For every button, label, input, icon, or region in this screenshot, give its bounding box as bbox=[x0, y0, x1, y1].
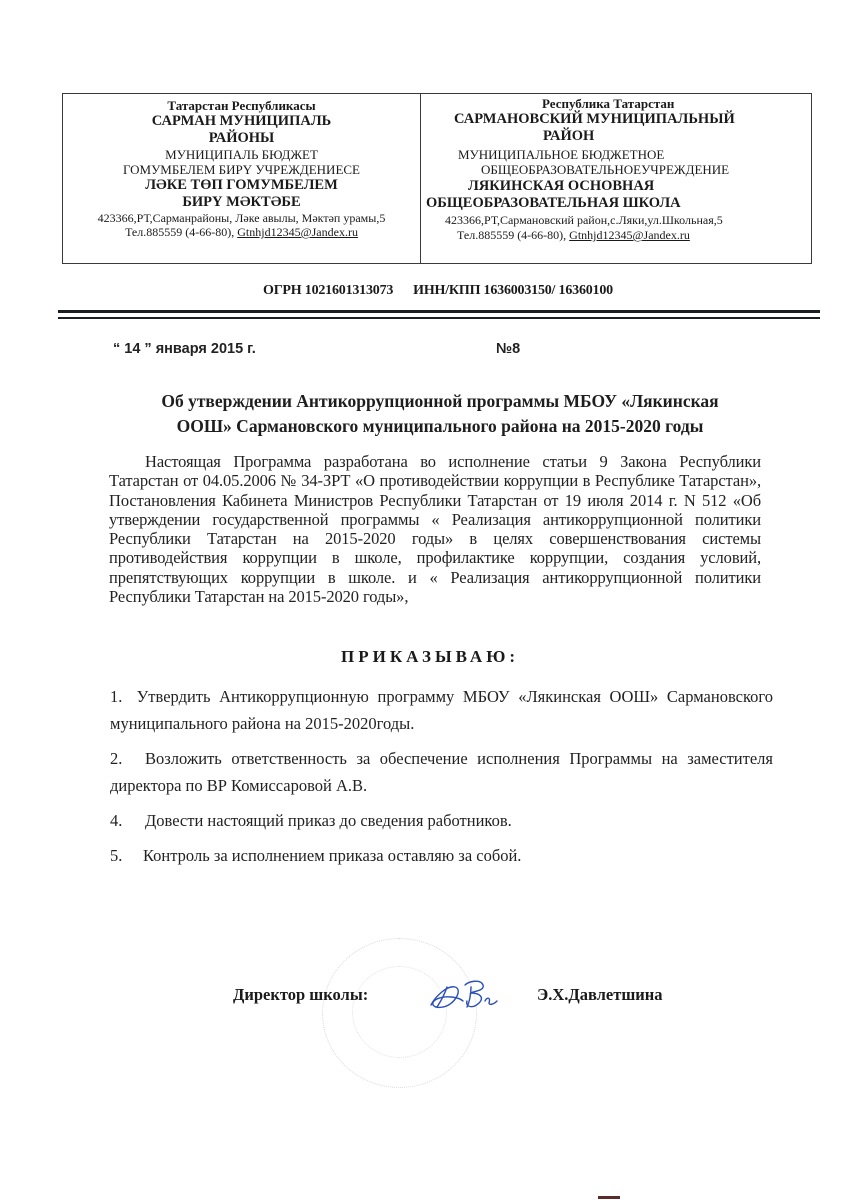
order-number: №8 bbox=[496, 341, 521, 357]
preamble-paragraph: Настоящая Программа разработана во исполнение статьи 9 Закона Республики Татарстан от 04.05.2006 № 34-ЗРТ «О противодействии коррупции в Республике Татарстан», Постановления Кабинета Министров Республики Татарстан от 19 июля 2014 г. N 512 «Об утверждении государственной программы « Реализация антикоррупционной политики Республики Татарстан на 2015-2020 годы» в целях совершенствования системы противодействия коррупции в школе, профилактике коррупции, создания условий, препятствующих коррупции в школе. и « Реализация антикоррупционной политики Республики Татарстан на 2015-2020 годы», bbox=[109, 452, 761, 607]
school-name-russian: ЛЯКИНСКАЯ ОСНОВНАЯ bbox=[468, 178, 655, 194]
contacts-tatar bbox=[63, 225, 420, 239]
order-item bbox=[110, 807, 773, 834]
order-item-number: 2. bbox=[110, 749, 123, 768]
order-title bbox=[100, 389, 780, 439]
order-item bbox=[110, 842, 773, 869]
header-divider-thick bbox=[58, 310, 820, 313]
school-name-tatar-2: БИРҮ МӘКТӘБЕ bbox=[182, 194, 301, 210]
inn-kpp: ИНН/КПП 1636003150/ 16360100 bbox=[413, 283, 613, 298]
scan-artifact bbox=[598, 1196, 620, 1199]
handwritten-signature-icon bbox=[425, 975, 505, 1015]
district-name-tatar: САРМАН МУНИЦИПАЛЬ bbox=[151, 113, 332, 129]
school-name-tatar: ЛӘКЕ ТӨП ГОМУМБЕЛЕМ bbox=[145, 177, 338, 193]
header-divider-thin bbox=[58, 317, 820, 319]
phone-russian: Тел.885559 (4-66-80), bbox=[457, 228, 570, 242]
email-link-russian[interactable]: Gtnhjd12345@Jandex.ru bbox=[569, 228, 690, 242]
registration-numbers bbox=[0, 283, 846, 299]
order-item-number: 5. bbox=[110, 846, 123, 865]
letterhead bbox=[62, 93, 812, 264]
order-items-list bbox=[110, 683, 773, 877]
contacts-russian bbox=[457, 228, 690, 242]
republic-name-tatar: Татарстан Республикасы bbox=[167, 98, 316, 113]
email-link-tatar[interactable]: Gtnhjd12345@Jandex.ru bbox=[237, 225, 358, 239]
district-name-russian-2: РАЙОН bbox=[543, 128, 595, 144]
order-item-number: 4. bbox=[110, 811, 123, 830]
signatory-name: Э.Х.Давлетшина bbox=[537, 985, 663, 1004]
order-item bbox=[110, 745, 773, 799]
order-title-line-2: ООШ» Сармановского муниципального района на 2015-2020 годы bbox=[176, 416, 704, 436]
order-item-text: Довести настоящий приказ до сведения работников. bbox=[145, 811, 512, 830]
phone-tatar: Тел.885559 (4-66-80), bbox=[125, 225, 238, 239]
order-item-text: Контроль за исполнением приказа оставляю за собой. bbox=[143, 846, 522, 865]
letterhead-russian bbox=[421, 94, 811, 263]
institution-type-tatar-2: ГОМУМБЕЛЕМ БИРҮ УЧРЕЖДЕНИЕСЕ bbox=[122, 162, 361, 177]
school-name-russian-2: ОБЩЕОБРАЗОВАТЕЛЬНАЯ ШКОЛА bbox=[426, 195, 681, 211]
order-title-line-1: Об утверждении Антикоррупционной программы МБОУ «Лякинская bbox=[161, 391, 719, 411]
institution-type-russian: МУНИЦИПАЛЬНОЕ БЮДЖЕТНОЕ bbox=[458, 147, 665, 162]
district-name-tatar-2: РАЙОНЫ bbox=[208, 130, 275, 146]
order-heading: ПРИКАЗЫВАЮ: bbox=[340, 647, 520, 666]
address-tatar: 423366,РТ,Сарманрайоны, Ләке авылы, Мәктәп урамы,5 bbox=[97, 211, 386, 225]
order-item bbox=[110, 683, 773, 737]
order-item-text: Утвердить Антикоррупционную программу МБОУ «Лякинская ООШ» Сармановского муниципального района на 2015-2020годы. bbox=[110, 687, 774, 733]
address-russian: 423366,РТ,Сармановский район,с.Ляки,ул.Школьная,5 bbox=[445, 213, 723, 227]
order-date: “ 14 ” января 2015 г. bbox=[113, 341, 256, 357]
district-name-russian: САРМАНОВСКИЙ МУНИЦИПАЛЬНЫЙ bbox=[454, 111, 735, 127]
order-item-number: 1. bbox=[110, 687, 123, 706]
order-item-text: Возложить ответственность за обеспечение исполнения Программы на заместителя директора по ВР Комиссаровой А.В. bbox=[110, 749, 773, 795]
signatory-title: Директор школы: bbox=[233, 985, 369, 1004]
institution-type-tatar: МУНИЦИПАЛЬ БЮДЖЕТ bbox=[165, 147, 318, 162]
republic-name-russian: Республика Татарстан bbox=[542, 96, 675, 111]
ogrn: ОГРН 1021601313073 bbox=[263, 283, 394, 298]
institution-type-russian-2: ОБЩЕОБРАЗОВАТЕЛЬНОЕУЧРЕЖДЕНИЕ bbox=[481, 162, 730, 177]
letterhead-tatar bbox=[63, 94, 421, 263]
